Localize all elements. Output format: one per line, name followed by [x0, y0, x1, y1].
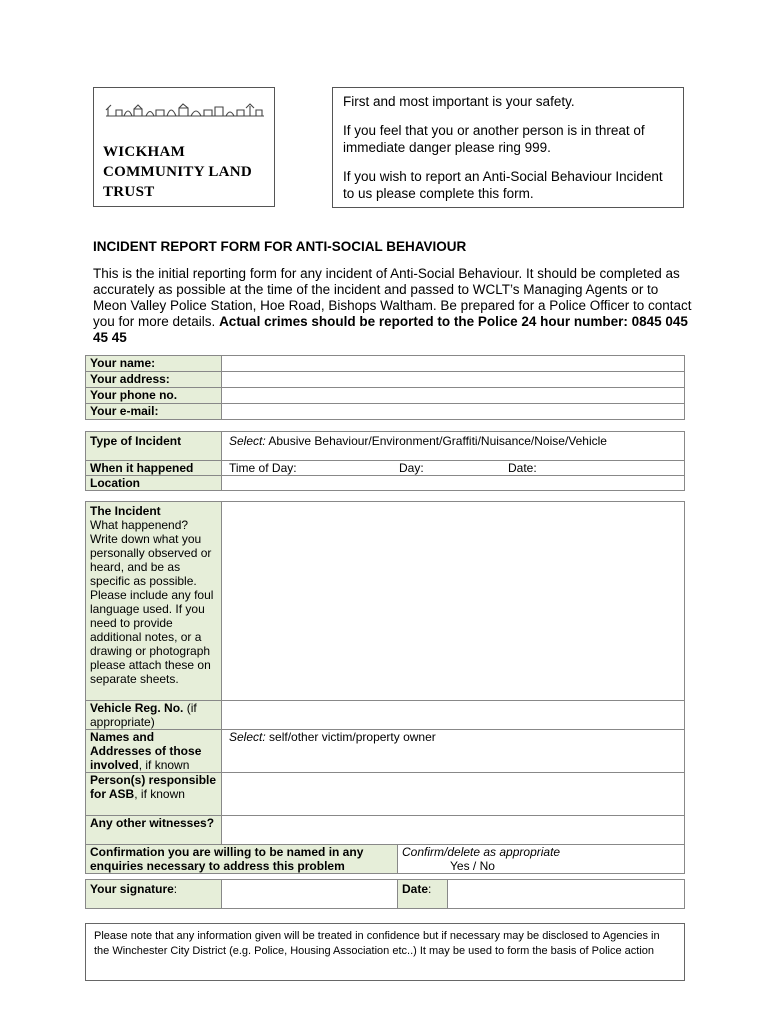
- signature-colon: :: [173, 882, 178, 896]
- persons-note: , if known: [134, 787, 185, 801]
- vehicle-reg-heading: Vehicle Reg. No.: [90, 701, 184, 715]
- intro-text: This is the initial reporting form for any incident of Anti-Social Behaviour. It should be completed as accurately as possible at the time of the incident and passed to WCLT’s Managing Agents or to Meon Valley Police Station, Hoe Road, Bishops Waltham. Be prepared for a Police Officer to contact you for more details.: [93, 266, 692, 329]
- signature-field[interactable]: [222, 880, 398, 909]
- phone-label: Your phone no.: [86, 388, 222, 404]
- safety-line-3: If you wish to report an Anti-Social Behaviour Incident to us please complete this form.: [343, 169, 663, 201]
- signature-label: [86, 880, 222, 909]
- names-heading: Names and Addresses of those involved: [90, 730, 202, 772]
- when-happened-field[interactable]: [222, 461, 685, 476]
- table-row: [86, 356, 685, 372]
- confirmation-label: Confirmation you are willing to be named in any enquiries necessary to address this problem: [86, 845, 398, 874]
- organisation-name: [103, 142, 252, 202]
- email-label: Your e-mail:: [86, 404, 222, 420]
- date-label: Date:: [508, 461, 537, 475]
- name-label: Your name:: [86, 356, 222, 372]
- org-name-line-3: TRUST: [103, 184, 155, 200]
- table-row: [86, 816, 685, 845]
- names-options: self/other victim/property owner: [269, 730, 436, 744]
- incident-details-table: [85, 501, 685, 874]
- table-row: [86, 476, 685, 491]
- table-row: [86, 461, 685, 476]
- email-field[interactable]: [222, 404, 685, 420]
- yes-no-options[interactable]: Yes / No: [450, 859, 495, 873]
- incident-type-label: Type of Incident: [86, 432, 222, 461]
- table-row: [86, 432, 685, 461]
- signature-date-text: Date: [402, 882, 429, 896]
- day-label: Day:: [399, 461, 424, 475]
- persons-responsible-label: [86, 773, 222, 816]
- incident-type-select-prefix: Select:: [229, 434, 266, 448]
- time-of-day-label: Time of Day:: [229, 461, 297, 475]
- persons-responsible-field[interactable]: [222, 773, 685, 816]
- table-row: [86, 880, 685, 909]
- address-field[interactable]: [222, 372, 685, 388]
- skyline-logo-icon: [104, 96, 266, 120]
- safety-line-1: First and most important is your safety.: [343, 94, 575, 109]
- signature-date-label: [398, 880, 448, 909]
- signature-date-colon: :: [428, 882, 432, 896]
- table-row: [86, 730, 685, 773]
- signature-table: [85, 879, 685, 909]
- table-row: [86, 701, 685, 730]
- incident-help-text: What happenend? Write down what you personally observed or heard, and be as specific as possible. Please include any foul language used. If you need to provide additional notes, or a drawing or photograph please attach these on separate sheets.: [90, 518, 214, 686]
- signature-label-text: Your signature: [90, 882, 174, 896]
- location-field[interactable]: [222, 476, 685, 491]
- table-row: [86, 845, 685, 874]
- signature-date-field[interactable]: [448, 880, 685, 909]
- logo-box: [93, 87, 275, 207]
- org-name-line-2: COMMUNITY LAND: [103, 164, 253, 180]
- table-row: [86, 372, 685, 388]
- intro-paragraph: [93, 266, 693, 346]
- vehicle-reg-note: (if appropriate): [90, 701, 197, 729]
- table-row: [86, 388, 685, 404]
- incident-summary-table: [85, 431, 685, 491]
- witnesses-field[interactable]: [222, 816, 685, 845]
- phone-field[interactable]: [222, 388, 685, 404]
- location-label: Location: [86, 476, 222, 491]
- safety-notice-box: [332, 87, 684, 208]
- form-title: INCIDENT REPORT FORM FOR ANTI-SOCIAL BEHAVIOUR: [93, 239, 467, 254]
- witnesses-label: Any other witnesses?: [86, 816, 222, 845]
- vehicle-reg-label: [86, 701, 222, 730]
- safety-line-2: If you feel that you or another person is in threat of immediate danger please ring 999.: [343, 123, 645, 155]
- confirmation-field[interactable]: [398, 845, 685, 874]
- contact-details-table: [85, 355, 685, 420]
- names-note: , if known: [138, 758, 190, 772]
- incident-type-options: Abusive Behaviour/Environment/Graffiti/Nuisance/Noise/Vehicle: [268, 434, 607, 448]
- intro-crime-warning: Actual crimes should be reported to the Police 24 hour number: 0845 045 45 45: [93, 314, 688, 345]
- confidentiality-note: Please note that any information given will be treated in confidence but if necessary may be disclosed to Agencies in the Winchester City District (e.g. Police, Housing Association etc..) It may be used to form the basis of Police action: [85, 923, 685, 981]
- table-row: [86, 404, 685, 420]
- incident-description-label: [86, 502, 222, 701]
- org-name-line-1: WICKHAM: [103, 144, 186, 160]
- address-label: Your address:: [86, 372, 222, 388]
- name-field[interactable]: [222, 356, 685, 372]
- confirmation-hint: Confirm/delete as appropriate: [402, 845, 561, 859]
- incident-description-field[interactable]: [222, 502, 685, 701]
- persons-heading: Person(s) responsible for ASB: [90, 773, 217, 801]
- incident-heading: The Incident: [90, 504, 161, 518]
- vehicle-reg-field[interactable]: [222, 701, 685, 730]
- table-row: [86, 502, 685, 701]
- table-row: [86, 773, 685, 816]
- names-addresses-field[interactable]: [222, 730, 685, 773]
- when-happened-label: When it happened: [86, 461, 222, 476]
- incident-type-field[interactable]: [222, 432, 685, 461]
- names-addresses-label: [86, 730, 222, 773]
- names-select-prefix: Select:: [229, 730, 266, 744]
